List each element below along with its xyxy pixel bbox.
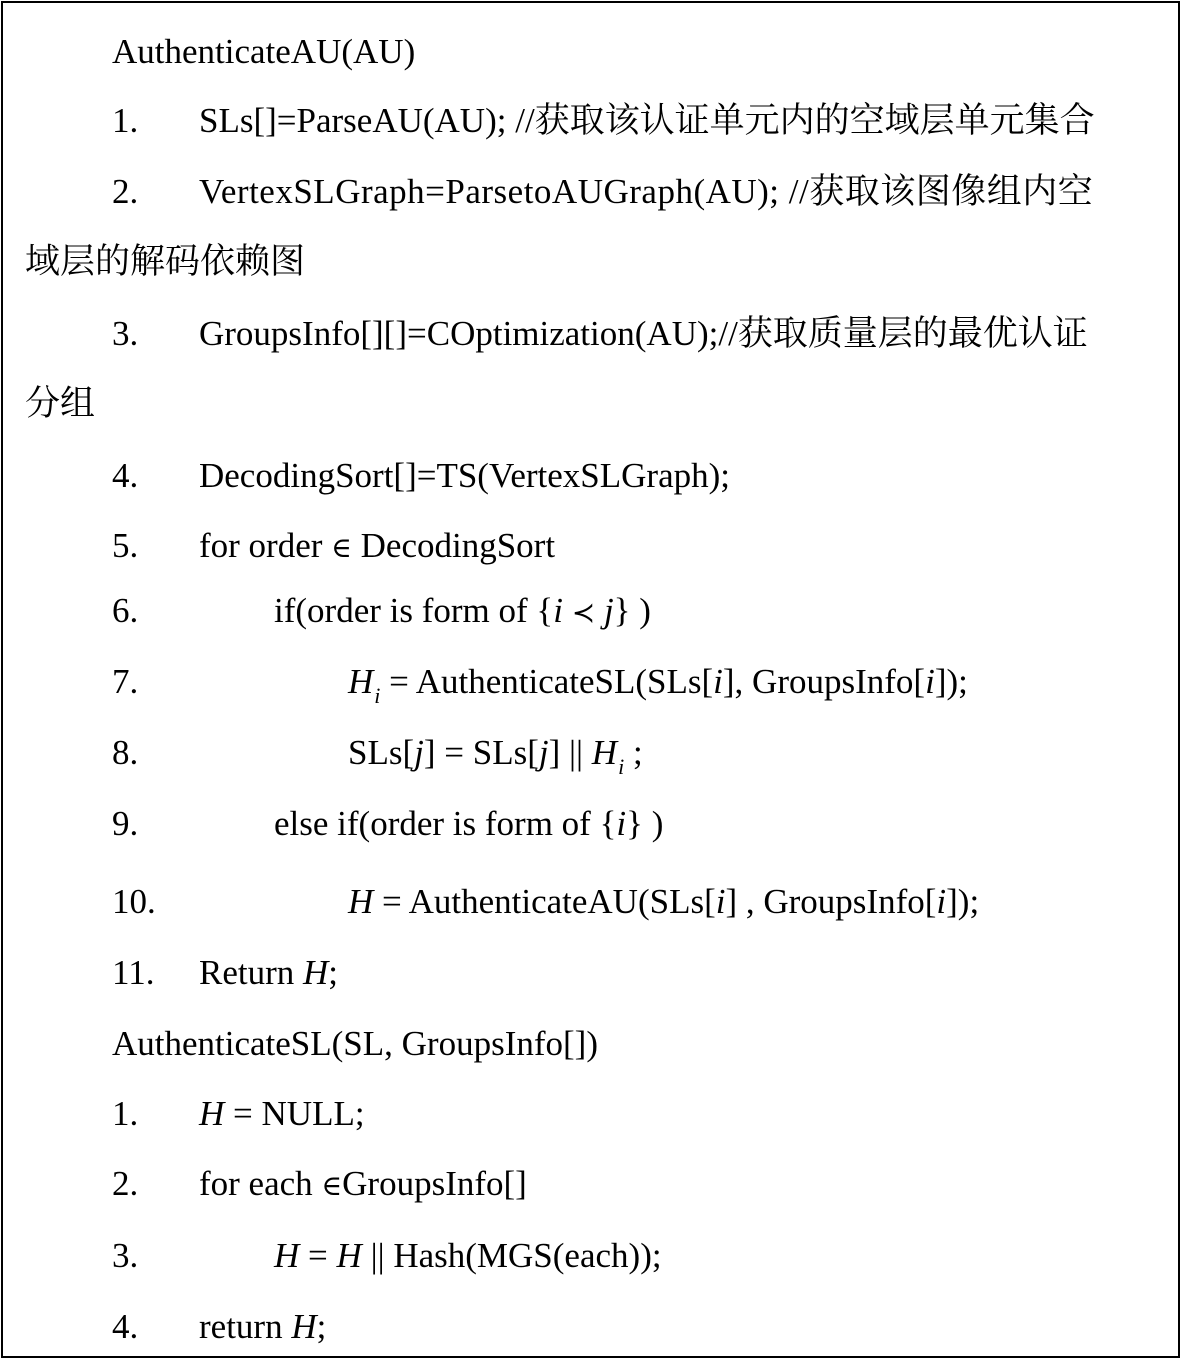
var-H: H: [348, 882, 374, 921]
brace-close: }: [626, 804, 643, 843]
var-H: H: [274, 1236, 300, 1275]
line-text: 域层的解码依赖图: [25, 242, 306, 281]
line-text: SLs[]=ParseAU(AU); //获取该认证单元内的空域层单元集合: [199, 101, 1095, 140]
brace-open: {: [599, 804, 617, 843]
text-part: ): [630, 591, 651, 630]
line-number: 10.: [112, 882, 156, 921]
line-number: 4.: [112, 456, 139, 495]
var-H: H: [303, 953, 329, 992]
text-part: = AuthenticateAU(SLs[: [373, 882, 716, 921]
line-text: [348, 733, 643, 777]
line-text: [199, 953, 338, 993]
var-i: i: [713, 662, 723, 701]
var-H: H: [336, 1236, 362, 1275]
line-text: [274, 1236, 662, 1276]
text-part: else if(order is form of: [274, 804, 600, 843]
function-header-authenticate-sl: [112, 1024, 598, 1064]
var-j: j: [603, 591, 614, 630]
var-j: j: [414, 733, 424, 772]
element-of-symbol: ∈: [331, 531, 352, 564]
line-number: 3.: [112, 314, 139, 353]
text-part: ]);: [934, 662, 968, 701]
code-line-3-continuation: [25, 384, 95, 424]
line-number: 6.: [112, 591, 139, 630]
text-part: ]);: [946, 882, 980, 921]
var-H: H: [199, 1094, 225, 1133]
line-number: 9.: [112, 804, 139, 843]
var-H: H: [291, 1307, 317, 1346]
line-text: DecodingSort[]=TS(VertexSLGraph);: [199, 456, 730, 495]
var-i: i: [616, 804, 627, 843]
line-text: [274, 591, 651, 633]
line-text: [199, 1094, 365, 1134]
text-part: ] ||: [548, 733, 592, 772]
line-number: 8.: [112, 733, 139, 772]
line-number: 4.: [112, 1307, 139, 1346]
line-number: 2.: [112, 172, 139, 211]
text-part: SLs[: [348, 733, 415, 772]
text-part: ] , GroupsInfo[: [725, 882, 937, 921]
var-i: i: [925, 662, 935, 701]
subscript-i: i: [374, 683, 381, 708]
text-part: ;: [316, 1307, 327, 1346]
text-part: = AuthenticateSL(SLs[: [380, 662, 714, 701]
function-header-authenticate-au: [112, 32, 415, 72]
header-text: AuthenticateSL(SL, GroupsInfo[]): [112, 1024, 598, 1063]
text-part: =: [299, 1236, 337, 1275]
line-number: 3.: [112, 1236, 139, 1275]
line-number: 1.: [112, 101, 139, 140]
text-part: DecodingSort: [360, 526, 556, 565]
brace-open: {: [536, 591, 554, 630]
text-part: ): [642, 804, 664, 843]
line-text: [274, 804, 663, 844]
var-H: H: [348, 662, 374, 701]
var-j: j: [538, 733, 549, 772]
line-number: 2.: [112, 1164, 139, 1203]
text-part: ;: [328, 953, 339, 992]
line-text: [199, 1307, 326, 1347]
line-text: 分组: [25, 384, 96, 423]
line-text: GroupsInfo[][]=COptimization(AU);//获取质量层的最优认证: [199, 314, 1088, 353]
line-text: [199, 1164, 527, 1206]
line-text: [348, 882, 979, 922]
var-i: i: [553, 591, 563, 630]
header-text: AuthenticateAU(AU): [112, 32, 416, 71]
text-part: Return: [199, 953, 304, 992]
line-text: [199, 526, 555, 568]
subscript-i: i: [618, 754, 625, 779]
text-part: return: [199, 1307, 292, 1346]
text-part: ] = SLs[: [423, 733, 539, 772]
brace-close: }: [613, 591, 631, 630]
line-number: 7.: [112, 662, 139, 701]
line-text: VertexSLGraph=ParsetoAUGraph(AU); //获取该图像组内空: [199, 172, 1094, 211]
var-i: i: [715, 882, 726, 921]
element-of-symbol: ∈: [321, 1169, 343, 1202]
text-part: || Hash(MGS(each));: [361, 1236, 662, 1275]
line-number: 11.: [112, 953, 155, 992]
code-line-2-continuation: [25, 242, 305, 282]
text-part: ], GroupsInfo[: [722, 662, 926, 701]
text-part: = NULL;: [224, 1094, 365, 1133]
text-part: GroupsInfo[]: [342, 1164, 527, 1203]
precedes-symbol: ≺: [571, 596, 596, 629]
var-i: i: [936, 882, 947, 921]
text-part: for order: [199, 526, 332, 565]
var-H: H: [591, 733, 618, 772]
line-text: [348, 662, 968, 706]
text-part: ;: [624, 733, 643, 772]
text-part: for each: [199, 1164, 322, 1203]
text-part: if(order is form of: [274, 591, 537, 630]
line-number: 1.: [112, 1094, 139, 1133]
line-number: 5.: [112, 526, 139, 565]
